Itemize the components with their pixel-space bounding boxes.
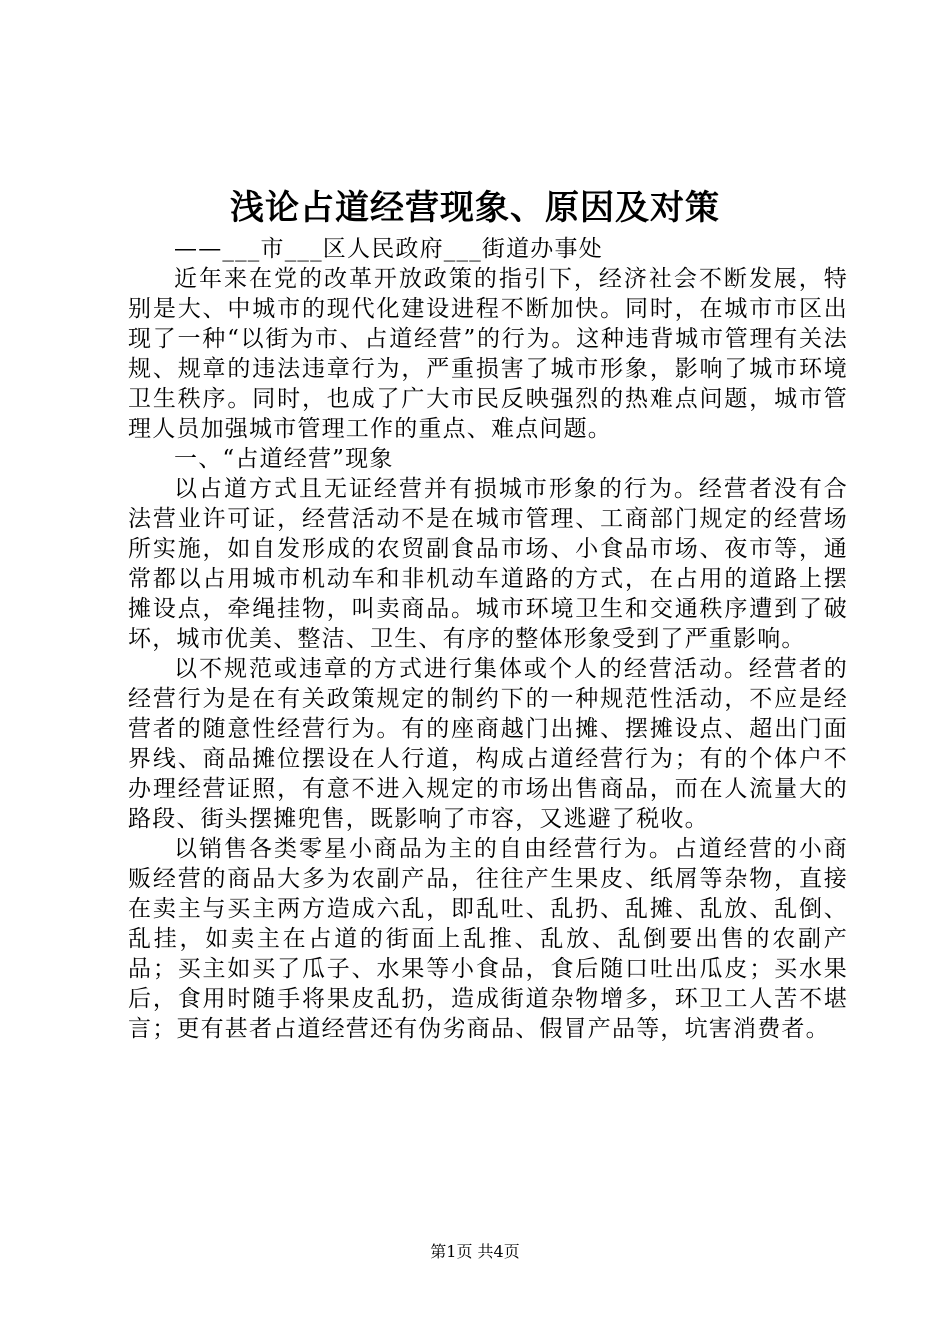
document-title: 浅论占道经营现象、原因及对策 [230, 188, 720, 228]
paragraph: 以占道方式且无证经营并有损城市形象的行为。经营者没有合法营业许可证，经营活动不是在城市管理、工商部门规定的经营场所实施，如自发形成的农贸副食品市场、小食品市场、夜市等，通常都以占用城市机动车和非机动车道路的方式，在占用的道路上摆摊设点，牵绳挂物，叫卖商品。城市环境卫生和交通秩序遭到了破坏，城市优美、整洁、卫生、有序的整体形象受到了严重影响。 [128, 476, 848, 652]
paragraph-intro: 近年来在党的改革开放政策的指引下，经济社会不断发展，特别是大、中城市的现代化建设进程不断加快。同时，在城市市区出现了一种“以街为市、占道经营”的行为。这种违背城市管理有关法规、规章的违法违章行为，严重损害了城市形象，影响了城市环境卫生秩序。同时，也成了广大市民反映强烈的热难点问题，城市管理人员加强城市管理工作的重点、难点问题。 [128, 266, 848, 442]
paragraph: 以不规范或违章的方式进行集体或个人的经营活动。经营者的经营行为是在有关政策规定的制约下的一种规范性活动，不应是经营者的随意性经营行为。有的座商越门出摊、摆摊设点、超出门面界线、商品摊位摆设在人行道，构成占道经营行为；有的个体户不办理经营证照，有意不进入规定的市场出售商品，而在人流量大的路段、街头摆摊兜售，既影响了市容，又逃避了税收。 [128, 656, 848, 832]
document-subtitle: ——___市___区人民政府___街道办事处 [174, 236, 603, 262]
paragraph: 以销售各类零星小商品为主的自由经营行为。占道经营的小商贩经营的商品大多为农副产品，往往产生果皮、纸屑等杂物，直接在卖主与买主两方造成六乱，即乱吐、乱扔、乱摊、乱放、乱倒、乱挂，如卖主在占道的街面上乱推、乱放、乱倒要出售的农副产品；买主如买了瓜子、水果等小食品，食后随口吐出瓜皮；买水果后，食用时随手将果皮乱扔，造成街道杂物增多，环卫工人苦不堪言；更有甚者占道经营还有伪劣商品、假冒产品等，坑害消费者。 [128, 836, 848, 1042]
page-number-footer: 第1页 共4页 [430, 1242, 520, 1261]
section-heading: 一、“占道经营”现象 [174, 446, 394, 472]
document-body [128, 234, 848, 1044]
